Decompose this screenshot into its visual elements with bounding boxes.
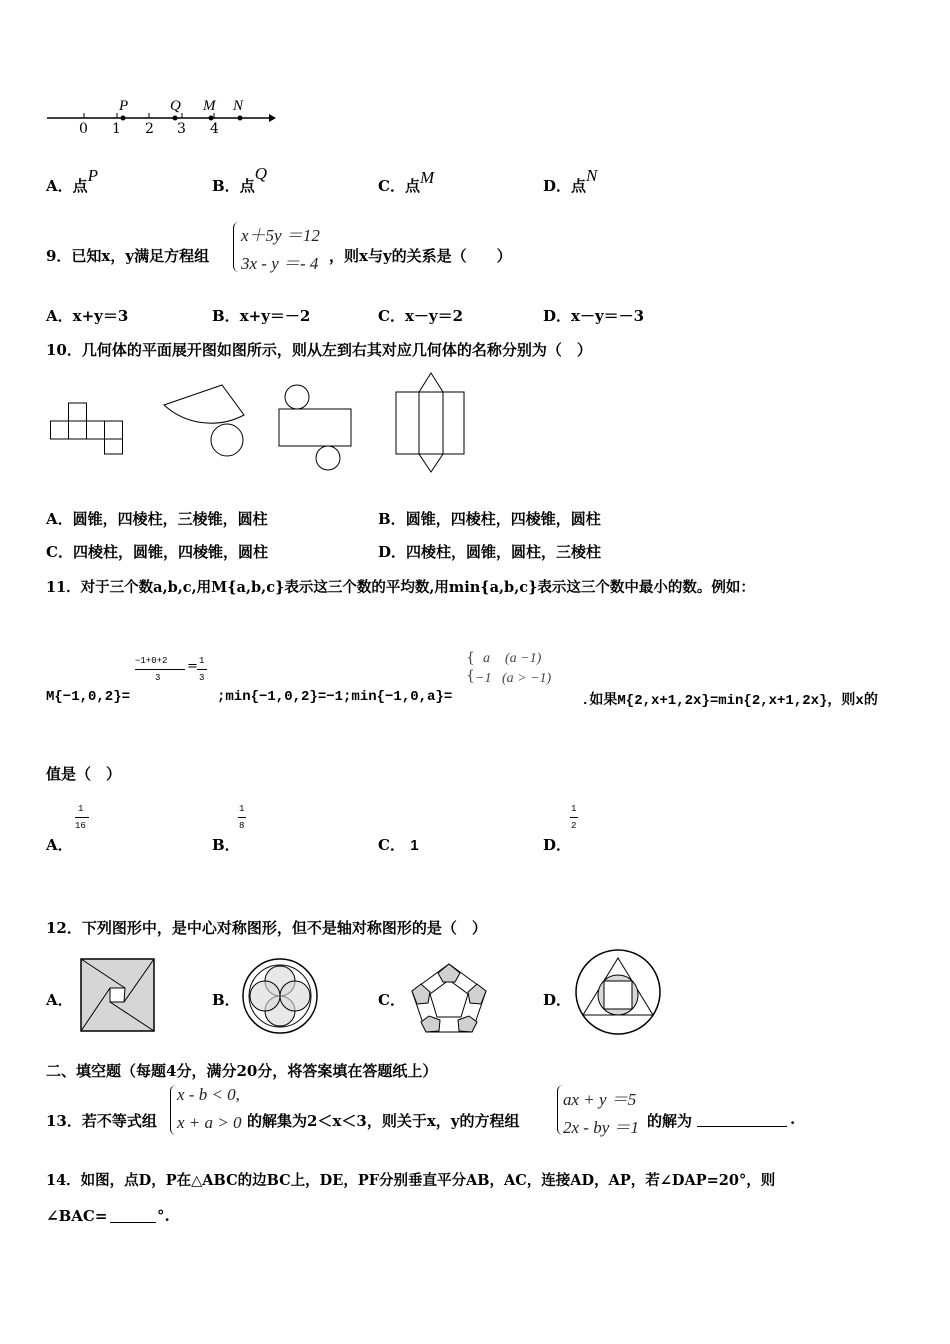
q11-frac-den: 3	[155, 673, 161, 683]
fraction-bar	[238, 817, 246, 818]
q9-prefix: 9．已知x，y满足方程组	[46, 247, 210, 265]
tick-label: 2	[145, 121, 154, 137]
q9-option-a[interactable]: A．x+y＝3	[46, 307, 129, 325]
q13-end: .	[790, 1110, 796, 1128]
q11-stem: 11．对于三个数a,b,c,用M{a,b,c}表示这三个数的平均数,用min{a,b,c}表示这三个数中最小的数。例如：	[46, 579, 755, 596]
q13-eq2: 2x - by ＝1	[563, 1118, 640, 1137]
q9-eq1: x＋5y ＝12	[241, 226, 320, 245]
q11-frac2-num: 1	[199, 656, 205, 666]
point-label: N	[233, 98, 244, 114]
figure-pinwheel-square	[80, 958, 156, 1032]
q14-line2-suffix: °.	[157, 1207, 170, 1225]
brace-icon: {	[466, 668, 475, 684]
point-m	[209, 116, 214, 121]
tick-label: 1	[112, 121, 121, 137]
fraction-bar	[570, 817, 578, 818]
q11-frac-num: −1+0+2	[135, 656, 168, 666]
point-label: M	[203, 98, 216, 114]
q11-option-a-letter[interactable]: A．	[46, 836, 73, 854]
point-label: Q	[170, 98, 181, 114]
q13-mid: 的解集为2＜x＜3，则关于x，y的方程组	[247, 1112, 520, 1130]
q11-option-d-den: 2	[571, 821, 577, 831]
q11-piece1-a: a	[483, 651, 490, 666]
net-figure-cone	[162, 383, 262, 463]
section-title: 二、填空题（每题4分，满分20分，将答案填在答题纸上）	[46, 1062, 438, 1080]
q13-eq1: ax + y ＝5	[563, 1090, 637, 1109]
q8-option-d[interactable]: D．点N	[543, 166, 598, 195]
brace-icon: {	[466, 650, 475, 666]
figure-circle-petals	[240, 958, 320, 1034]
net-figure-prism	[393, 372, 469, 474]
brace-icon	[233, 222, 240, 272]
net-figure-cylinder	[278, 383, 358, 475]
fraction-bar	[135, 669, 185, 670]
q11-piece2-cond: (a > −1)	[502, 671, 552, 686]
q10-stem: 10．几何体的平面展开图如图所示，则从左到右其对应几何体的名称分别为（ ）	[46, 341, 592, 359]
tick-label: 0	[79, 121, 88, 137]
q11-stem-end: 值是（ ）	[46, 765, 122, 783]
q12-stem: 12．下列图形中，是中心对称图形，但不是轴对称图形的是（ ）	[46, 919, 487, 937]
q11-option-d-num: 1	[571, 804, 577, 814]
q9-option-b[interactable]: B．x+y＝－2	[212, 307, 311, 325]
q8-option-a[interactable]: A．点P	[46, 166, 99, 195]
point-q	[173, 116, 178, 121]
q9-suffix: ，则x与y的关系是（ ）	[329, 247, 512, 265]
q13-ineq1: x - b < 0,	[177, 1085, 240, 1104]
q9-option-c[interactable]: C．x－y＝2	[378, 307, 464, 325]
q12-option-b[interactable]: B．	[212, 991, 240, 1009]
q11-frac-eq: =	[187, 659, 198, 674]
fraction-bar	[197, 669, 207, 670]
figure-pentagon-ring	[408, 960, 490, 1034]
q13-suffix: 的解为	[647, 1112, 693, 1130]
q11-piece2-a: −1	[475, 671, 492, 686]
q14-line2-prefix: ∠BAC=	[46, 1207, 108, 1225]
q11-option-a-den: 16	[75, 821, 86, 831]
q9-eq2: 3x - y ＝- 4	[241, 254, 319, 273]
q11-option-b-num: 1	[239, 804, 245, 814]
tick-label: 4	[210, 121, 219, 137]
answer-blank[interactable]	[697, 1112, 787, 1127]
point-p	[121, 116, 126, 121]
point-label: P	[119, 98, 129, 114]
q10-option-a[interactable]: A．圆锥，四棱柱，三棱锥，圆柱	[46, 510, 268, 528]
q11-option-a-num: 1	[78, 804, 84, 814]
q11-option-b-den: 8	[239, 821, 245, 831]
q11-min-expr: ;min{−1,0,2}=−1;min{−1,0,a}=	[217, 689, 453, 705]
q11-option-d-letter[interactable]: D．	[543, 836, 572, 854]
q11-frac2-den: 3	[199, 673, 205, 683]
q12-option-c[interactable]: C．	[378, 991, 405, 1009]
q11-m-expr: M{−1,0,2}=	[46, 689, 131, 705]
net-figure-cross	[50, 400, 130, 456]
q9-option-d[interactable]: D．x－y＝－3	[543, 307, 645, 325]
q13-ineq2: x + a > 0	[177, 1113, 242, 1132]
q11-piece1-cond: (a −1)	[505, 651, 542, 666]
q11-condition: .如果M{2,x+1,2x}=min{2,x+1,2x}，则x的	[581, 693, 878, 709]
figure-circle-triangle-square	[572, 948, 664, 1036]
q8-option-b[interactable]: B．点Q	[212, 164, 267, 195]
tick-label: 3	[177, 121, 186, 137]
answer-blank[interactable]	[110, 1208, 156, 1223]
q10-option-d[interactable]: D．四棱柱，圆锥，圆柱，三棱柱	[378, 543, 602, 561]
q10-option-c[interactable]: C．四棱柱，圆锥，四棱锥，圆柱	[46, 543, 268, 561]
fraction-bar	[75, 817, 89, 818]
point-n	[238, 116, 243, 121]
q12-option-d[interactable]: D．	[543, 991, 572, 1009]
q14-line1: 14．如图，点D，P在△ABC的边BC上，DE，PF分别垂直平分AB，AC，连接AD，AP，若∠DAP=20°，则	[46, 1172, 776, 1189]
q10-option-b[interactable]: B．圆锥，四棱柱，四棱锥，圆柱	[378, 510, 601, 528]
q12-option-a[interactable]: A．	[46, 991, 73, 1009]
brace-icon	[170, 1085, 177, 1135]
q13-prefix: 13．若不等式组	[46, 1112, 157, 1130]
q11-option-b-letter[interactable]: B．	[212, 836, 240, 854]
q8-option-c[interactable]: C．点M	[378, 168, 435, 195]
q11-option-c[interactable]: C． 1	[378, 836, 419, 854]
